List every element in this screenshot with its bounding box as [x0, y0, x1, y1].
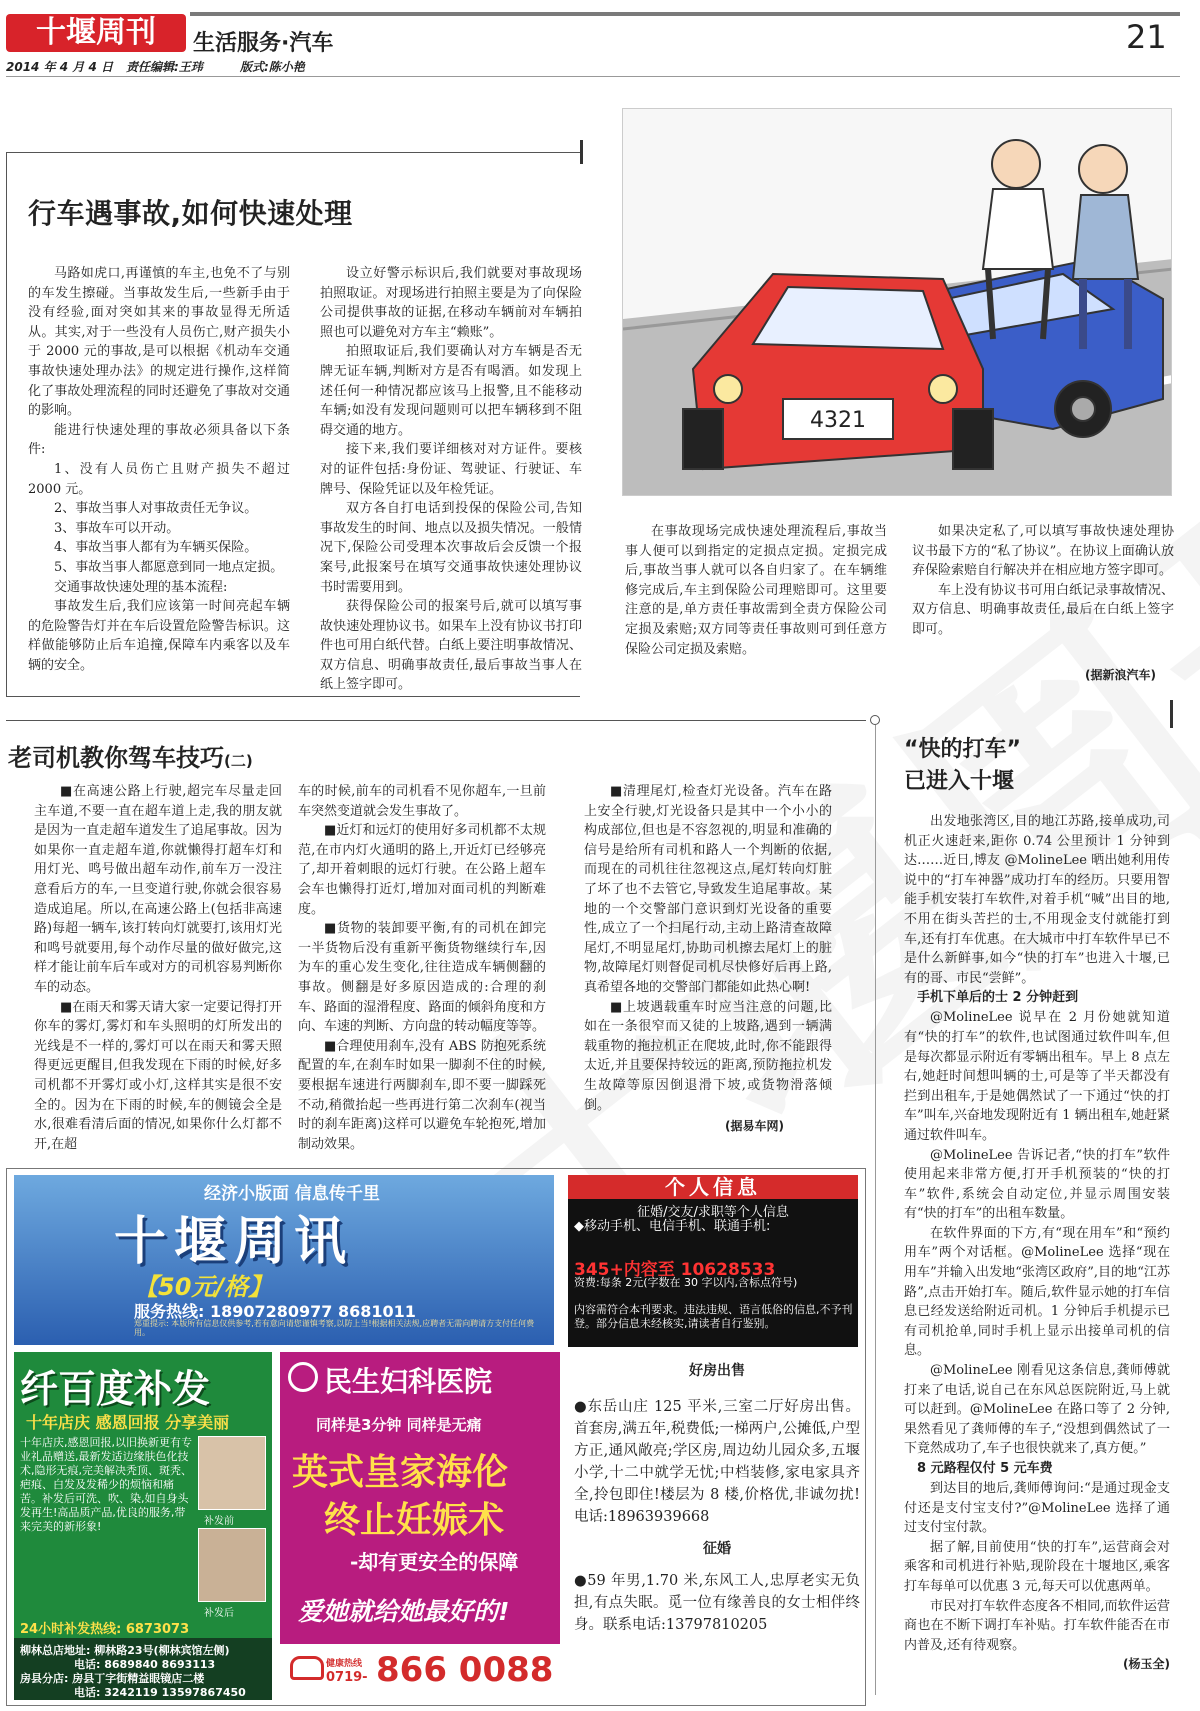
- ad-hair-hotline: 24小时补发热线: 6873073: [20, 1622, 190, 1637]
- paragraph: 交通事故快速处理的基本流程:: [54, 579, 228, 595]
- issue-date: 2014 年 4 月 4 日: [6, 60, 113, 74]
- paragraph: @MolineLee 告诉记者,“快的打车”软件使用起来非常方便,打开手机预装的“快的打车”软件,系统会自动定位,并显示周围安装有“快的打车”的出租车数量。: [904, 1147, 1170, 1222]
- ad-personal-line3: 内容需符合本刊要求。违法违规、语言低俗的信息,不予刊登。部分信息未经核实,请读者自行鉴别。: [574, 1303, 853, 1330]
- article3-subhead-2: 8 元路程仅付 5 元车费: [917, 1461, 1053, 1476]
- paragraph: ■合理使用刹车,没有 ABS 防抱死系统配置的车,在刹车时如果一脚刹不住的时候,要根据车速进行两脚刹车,即不要一脚踩死不动,稍微抬起一些再进行第二次刹车(视当时的刹车距离)这样可以避免车轮抱死,增加制动效果。: [298, 1038, 546, 1152]
- flower-icon: [288, 1362, 318, 1392]
- ad-hospital-title: 民生妇科医院: [324, 1365, 493, 1398]
- ad-zhouxun-hotline: 服务热线: 18907280977 8681011: [134, 1302, 416, 1321]
- article1-col3: [625, 522, 887, 682]
- article2-source: (据易车网): [725, 1119, 784, 1133]
- paragraph: 在软件界面的下方,有“现在用车”和“预约用车”两个对话框。@MolineLee 选择“现在用车”并输入出发地“张湾区政府”,目的地“江苏路”,点击开始打车。随后,软件显示她的打车信息已经发送给附近司机。1 分钟后手机提示已有司机抢单,同时手机上显示出接单司机的信息。: [904, 1225, 1170, 1359]
- paragraph: 5、事故当事人都愿意到同一地点定损。: [54, 559, 284, 575]
- paragraph: 在事故现场完成快速处理流程后,事故当事人便可以到指定的定损点定损。定损完成后,事故当事人就可以各自归家了。在车辆维修完成后,车主到保险公司理赔即可。这里要注意的是,单方责任事故需到全责方保险公司定损及索赔;双方同等责任事故则可到任意方保险公司定损及索赔。: [625, 524, 887, 657]
- ad-personal-line1: ◆移动手机、电信手机、联通手机:: [574, 1219, 771, 1234]
- article3-title: [904, 734, 1021, 798]
- paragraph: 能进行快速处理的事故必须具备以下条件:: [28, 422, 290, 458]
- paragraph: ■在雨天和雾天请大家一定要记得打开你车的雾灯,雾灯和车头照明的灯所发出的光线是不一样的,雾灯可以在雨天和雾天照得更远更醒目,但我发现在下雨的时候,好多司机都不开雾灯或小灯,这样其实是很不安全的。因为在下雨的时候,车的侧镜会全是水,很难看清后面的情况,如果你什么灯都不开,在超: [34, 999, 282, 1152]
- paragraph: 市民对打车软件态度各不相同,而软件运营商也在不断下调打车补贴。打车软件能否在市内普及,还有待观察。: [904, 1598, 1170, 1653]
- ad-zhouxun: [14, 1175, 554, 1345]
- paragraph: ■在高速公路上行驶,超完车尽量走回主车道,不要一直在超车道上走,我的朋友就是因为一直走超车道发生了追尾事故。因为如果你一直走超车道,你就懒得打超车灯和用灯光、鸣号做出超车动作,前车万一没注意看后方的车,一旦变道行驶,你就会很容易造成追尾。所以,在高速公路上(包括非高速路)每超一辆车,该打转向灯就要打,该用灯光和鸣号就要用,每个动作尽量的做好做完,这样才能让前车后车或对方的司机容易判断你车的动态。: [34, 784, 282, 995]
- ad-hospital-hotline-label: 健康热线: [326, 1659, 363, 1669]
- paragraph: 事故发生后,我们应该第一时间亮起车辆的危险警告灯并在车后设置危险警告标识。这样做能够防止后车追撞,保障车内乘客以及车辆的安全。: [28, 599, 290, 673]
- phone-icon: [290, 1656, 324, 1680]
- paragraph: @MolineLee 刚看见这条信息,龚师傅就打来了电话,说自己在东风总医院附近,马上就可以赶到。@MolineLee 在路口等了 2 分钟,果然看见了龚师傅的车子,“没想到偶然试了一下竟然成功了,车子也很快就来了,真方便。”: [904, 1363, 1170, 1457]
- ad-zhouxun-price: 【50元/格】: [134, 1273, 273, 1301]
- hair-after-photo: [198, 1528, 266, 1602]
- ad-hair-body: 十年店庆,感恩回报,以旧换新更有专业礼品赠送,最新发适边缘肤色化技术,隐形无痕,完美解决秃顶、斑秃、疤痕、白发及发稀少的烦恼和痛苦。补发后可洗、吹、染,如自身头发再生!高品质产品,优良的服务,带来完美的新形象!: [20, 1436, 192, 1533]
- section-title: 生活服务·汽车: [193, 31, 334, 56]
- paragraph: ■上坡遇载重车时应当注意的问题,比如在一条很窄而又徒的上坡路,遇到一辆满载重物的拖拉机正在爬坡,此时,你不能跟得太近,并且要保持较远的距离,预防拖拉机发生故障等原因倒退滑下坡,或货物滑落倾倒。: [584, 999, 832, 1113]
- ad-hair-title: 纤百度补发: [20, 1367, 211, 1411]
- ad-hair-addr1: 柳林总店地址: 柳林路23号(柳林宾馆左侧): [20, 1644, 230, 1657]
- masthead-logo: 十堰周刊: [6, 14, 186, 52]
- ad-zhouxun-tag: 经济小版面 信息传千里: [204, 1184, 380, 1204]
- article2-col2: [298, 782, 546, 1162]
- ad-hair-phone1: 电话: 8689840 8693113: [74, 1658, 216, 1671]
- ad-hair-phone2: 电话: 3242119 13597867450: [74, 1686, 246, 1699]
- classified: [574, 1360, 860, 1700]
- article2-col1: [34, 782, 282, 1162]
- paragraph: 设立好警示标识后,我们就要对事故现场拍照取证。对现场进行拍照主要是为了向保险公司提供事故的证据,在移动车辆前对车辆拍照也可以避免对方车主“赖账”。: [320, 266, 582, 340]
- paragraph: 1、没有人员伤亡且财产损失不超过 2000 元。: [28, 461, 290, 497]
- paragraph: 车上没有协议书可用白纸记录事故情况、双方信息、明确事故责任,最后在白纸上签字即可。: [912, 582, 1174, 637]
- ad-hair-after-label: 补发后: [204, 1608, 234, 1619]
- ad-zhouxun-title: 十堰周讯: [114, 1212, 355, 1272]
- paragraph: 马路如虎口,再谨慎的车主,也免不了与别的车发生擦碰。当事故发生后,一些新手由于没有经验,面对突如其来的事故显得无所适从。其实,对于一些没有人员伤亡,财产损失小于 2000 元的事故,是可以根据《机动车交通事故快速处理办法》的规定进行操作,这样简化了事故处理流程的同时还避免了事故对交通的影响。: [28, 266, 290, 419]
- article2-col3: [584, 782, 832, 1122]
- ad-personal-title: 个人信息: [568, 1175, 858, 1199]
- article3-title-line1: “快的打车”: [904, 737, 1021, 762]
- paragraph: 据了解,目前使用“快的打车”,运营商会对乘客和司机进行补贴,现阶段在十堰地区,乘客打车每单可以优惠 3 元,每天可以优惠两单。: [904, 1539, 1170, 1594]
- ad-hair-before-label: 补发前: [204, 1516, 234, 1527]
- paragraph: 到达目的地后,龚师傅询问:“是通过现金支付还是支付宝支付?”@MolineLee 选择了通过支付宝付款。: [904, 1481, 1170, 1536]
- paragraph: 拍照取证后,我们要确认对方车辆是否无牌无证车辆,判断对方是否有喝酒。如发现上述任何一种情况都应该马上报警,且不能移动车辆;如没有发现问题则可以把车辆移到不阻碍交通的地方。: [320, 344, 582, 438]
- classified-house-text: ●东岳山庄 125 平米,三室二厅好房出售。首套房,满五年,税费低;一梯两户,公摊低,户型方正,通风敞亮;学区房,周边幼儿园众多,五堰小学,十二中就学无忧;中档装修,家电家具齐全,拎包即住!楼层为 8 楼,价格优,非诚勿扰!电话:18963939668: [574, 1399, 860, 1525]
- ad-hospital: [280, 1352, 560, 1700]
- article1-source: (据新浪汽车): [1085, 668, 1156, 682]
- layout-credit: 版式:陈小艳: [240, 60, 305, 74]
- paragraph: @MolineLee 说早在 2 月份她就知道有“快的打车”的软件,也试图通过软件叫车,但是每次都显示附近有零辆出租车。早上 8 点左右,她赶时间想叫辆的士,可是等了半天都没有拦到出租车,于是她偶然试了一下通过“快的打车”叫车,兴奋地发现附近有 1 辆出租车,她赶紧通过软件叫车。: [904, 1010, 1170, 1143]
- editor-credit: 责任编辑:王玮: [126, 60, 203, 74]
- ad-personal: [568, 1175, 858, 1347]
- article3-body: [904, 812, 1170, 1692]
- classified-title-house: 好房出售: [689, 1363, 745, 1379]
- masthead: [0, 0, 1200, 74]
- paragraph: ■近灯和远灯的使用好多司机都不太规范,在市内灯火通明的路上,开近灯已经够亮了,却开着刺眼的远灯行驶。在公路上超车会车也懒得打近灯,增加对面司机的判断难度。: [298, 823, 546, 917]
- paragraph: 3、事故车可以开动。: [54, 520, 180, 536]
- classified-title-marriage: 征婚: [703, 1541, 731, 1557]
- hair-before-photo: [198, 1436, 266, 1510]
- paragraph: 2、事故当事人对事故责任无争议。: [54, 501, 258, 517]
- accident-illustration: [622, 108, 1172, 496]
- ad-hospital-slogan: 同样是3分钟 同样是无痛: [316, 1416, 482, 1434]
- svg-text:4321: 4321: [810, 408, 866, 433]
- article2-title-suffix: (二): [224, 752, 253, 770]
- ad-hospital-hotline: 866 0088: [376, 1650, 554, 1690]
- article3-title-line2: 已进入十堰: [904, 769, 1015, 794]
- ad-hair: [14, 1352, 272, 1700]
- ad-personal-number: 345+内容至 10628533: [574, 1260, 776, 1280]
- paragraph: 双方各自打电话到投保的保险公司,告知事故发生的时间、地点以及损失情况。一般情况下,保险公司受理本次事故后会反馈一个报案号,此报案号在填写交通事故快速处理协议书时需要用到。: [320, 501, 582, 595]
- ad-hospital-area-code: 0719-: [326, 1670, 368, 1685]
- article3-subhead-1: 手机下单后的士 2 分钟赶到: [917, 990, 1079, 1006]
- paragraph: 接下来,我们要详细核对对方证件。要核对的证件包括:身份证、驾驶证、行驶证、车牌号、保险凭证以及年检凭证。: [320, 442, 582, 497]
- ad-hospital-big2: 终止妊娠术: [324, 1500, 505, 1541]
- ad-hair-addr2: 房县分店: 房县丁字街精益眼镜店二楼: [20, 1672, 205, 1685]
- article1-col2: [320, 264, 582, 694]
- paragraph: 车的时候,前车的司机看不见你超车,一旦前车突然变道就会发生事故了。: [298, 784, 546, 819]
- paragraph: 4、事故当事人都有为车辆买保险。: [54, 540, 258, 556]
- article3-source: (杨玉全): [1123, 1657, 1170, 1672]
- ad-hospital-big1: 英式皇家海伦: [292, 1452, 509, 1493]
- paragraph: 如果决定私了,可以填写事故快速处理协议书最下方的“私了协议”。在协议上面确认放弃保险索赔自行解决并在相应地方签字即可。: [912, 524, 1174, 579]
- article1-title: 行车遇事故,如何快速处理: [28, 197, 353, 230]
- classified-marriage-text: ●59 年男,1.70 米,东风工人,忠厚老实无负担,有点失眠。觅一位有缘善良的女士相伴终身。联系电话:13797810205: [574, 1573, 860, 1633]
- article1-col4: [912, 522, 1174, 662]
- ad-hospital-sub: -却有更安全的保障: [350, 1550, 519, 1574]
- paragraph: 获得保险公司的报案号后,就可以填写事故快速处理协议书。如果车上没有协议书打印件也可用白纸代替。白纸上要注明事故情况、双方信息、明确事故责任,最后事故当事人在纸上签字即可。: [320, 599, 582, 693]
- paragraph: ■货物的装卸要平衡,有的司机在卸完一半货物后没有重新平衡货物继续行车,因为车的重心发生变化,往往造成车辆侧翻的事故。侧翻是好多原因造成的:合理的刹车、路面的湿滑程度、路面的倾斜角度和方向、车速的判断、方向盘的转动幅度等等。: [298, 921, 546, 1035]
- article2-title: [8, 738, 253, 773]
- article2-title-main: 老司机教你驾车技巧: [8, 744, 224, 772]
- paragraph: ■清理尾灯,检查灯光设备。汽车在路上安全行驶,灯光设备只是其中一个小小的构成部位,但也是不容忽视的,明显和准确的信号是给所有司机和路人一个判断的依据,而现在的司机往往忽视这点,尾灯转向灯脏了坏了也不去管它,导致发生追尾事故。某地的一个交警部门意识到灯光设备的重要性,成立了一个扫尾行动,主动上路清查故障尾灯,不明显尾灯,协助司机擦去尾灯上的脏物,故障尾灯则督促司机尽快修好后再上路,真希望各地的交警部门都能如此热心啊!: [584, 784, 832, 995]
- page-number: 21: [1126, 18, 1167, 56]
- ad-hair-subtitle: 十年店庆 感恩回报 分享美丽: [26, 1413, 230, 1432]
- ad-personal-subtitle: 征婚/交友/求职等个人信息: [637, 1205, 789, 1220]
- ad-personal-line2: 资费:每条 2元(字数在 30 字以内,含标点符号): [574, 1276, 798, 1289]
- ad-zhouxun-note: 郑重提示: 本版所有信息仅供参考,若有意向请您谨慎考察,以防上当!根据相关法规,应聘者无需向聘请方支付任何费用。: [134, 1319, 535, 1337]
- article1-col1: [28, 264, 290, 694]
- ad-hospital-tagline: 爱她就给她最好的!: [298, 1597, 510, 1626]
- paragraph: 出发地张湾区,目的地江苏路,接单成功,司机正火速赶来,距你 0.74 公里预计 1 分钟到达……近日,博友 @MolineLee 晒出她利用传说中的“打车神器”成功打车的经历。只要用智能手机安装打车软件,对着手机“喊”出目的地,不用在街头苦拦的士,不用现金支付就能打到车,还有打车优惠。在大城市中打车软件早已不是什么新鲜事,如今“快的打车”也进入十堰,已有的哥、市民“尝鲜”。: [904, 814, 1170, 986]
